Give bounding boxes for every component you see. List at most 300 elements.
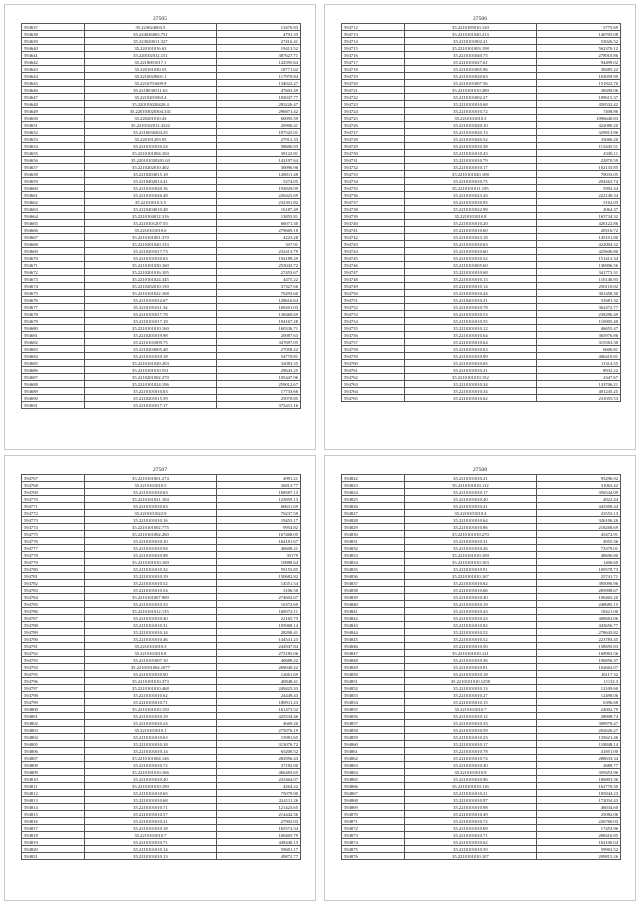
page-27505	[4, 4, 316, 450]
row-id-cell: 594799	[22, 699, 85, 706]
code-cell: 35.2210101010.40	[84, 615, 216, 622]
code-cell: 35.2210101010.68	[84, 797, 216, 804]
row-id-cell: 594773	[22, 517, 85, 524]
amount-cell: 164181.67	[216, 538, 300, 545]
code-cell: 35.2210101010.21	[404, 790, 536, 797]
row-id-cell: 594725	[342, 115, 405, 122]
amount-cell: 387627.71	[216, 52, 300, 59]
table-row	[22, 538, 301, 545]
table-row	[342, 192, 621, 199]
amount-cell: 47603.49	[216, 87, 300, 94]
row-id-cell: 594787	[22, 615, 85, 622]
table-row	[342, 657, 621, 664]
row-id-cell: 594843	[342, 622, 405, 629]
row-id-cell: 594653	[22, 136, 85, 143]
code-cell: 35.2210201019.98	[84, 332, 216, 339]
table-row	[342, 580, 621, 587]
amount-cell: 65200.52	[216, 748, 300, 755]
table-row	[342, 199, 621, 206]
table-row	[22, 685, 301, 692]
code-cell: 35.2210201010.21	[404, 297, 536, 304]
table-row	[22, 136, 301, 143]
row-id-cell: 594778	[22, 552, 85, 559]
table-row	[22, 276, 301, 283]
amount-cell: 223783.45	[536, 636, 620, 643]
amount-cell: 168587.13	[216, 489, 300, 496]
code-cell: 35.2210101010.64	[404, 339, 536, 346]
table-row	[342, 839, 621, 846]
code-cell: 35.2210101007.900	[84, 594, 216, 601]
row-id-cell: 594686	[22, 367, 85, 374]
amount-cell: 356544.09	[536, 489, 620, 496]
amount-cell: 12498.06	[536, 692, 620, 699]
amount-cell: 28290.41	[216, 629, 300, 636]
amount-cell: 6606.81	[536, 346, 620, 353]
code-cell: 35.220101030.53	[84, 66, 216, 73]
row-id-cell: 594841	[342, 608, 405, 615]
table-row	[22, 524, 301, 531]
amount-cell: 422080.20	[536, 122, 620, 129]
amount-cell: 4475.22	[216, 276, 300, 283]
amount-cell: 95296.92	[536, 475, 620, 482]
row-id-cell: 594762	[342, 374, 405, 381]
amount-cell: 102135.85	[536, 164, 620, 171]
row-id-cell: 594822	[342, 475, 405, 482]
row-id-cell: 594873	[342, 832, 405, 839]
code-cell: 35.2210101010.103	[404, 559, 536, 566]
table-row	[342, 510, 621, 517]
row-id-cell: 594761	[342, 367, 405, 374]
row-id-cell: 594649	[22, 108, 85, 115]
row-id-cell: 594717	[342, 59, 405, 66]
amount-cell: 26813.77	[216, 482, 300, 489]
row-id-cell: 594668	[22, 241, 85, 248]
code-cell: 35.2210101010.96	[404, 776, 536, 783]
row-id-cell: 594675	[22, 290, 85, 297]
table-row	[22, 608, 301, 615]
code-cell: 35.2210101020.203	[84, 360, 216, 367]
amount-cell: 160336.71	[216, 325, 300, 332]
amount-cell: 168963.56	[536, 650, 620, 657]
code-cell: 35.2210101010.52	[84, 580, 216, 587]
row-id-cell: 594734	[342, 178, 405, 185]
amount-cell: 296871.42	[216, 108, 300, 115]
amount-cell: 4330.11	[536, 150, 620, 157]
row-id-cell: 594855	[342, 706, 405, 713]
amount-cell: 362472.77	[536, 304, 620, 311]
row-id-cell: 594828	[342, 517, 405, 524]
amount-cell: 20087.63	[216, 332, 300, 339]
code-cell: 35.2210101022.98	[404, 206, 536, 213]
row-id-cell: 594862	[342, 755, 405, 762]
table-row	[22, 395, 301, 402]
table-row	[342, 94, 621, 101]
amount-cell: 341773.31	[536, 269, 620, 276]
code-cell: 35.2218030511.63	[84, 87, 216, 94]
code-cell: 35.2210101010.32	[404, 255, 536, 262]
table-row	[22, 290, 301, 297]
amount-cell: 27453.67	[216, 269, 300, 276]
code-cell: 35.2210101020.10	[404, 122, 536, 129]
amount-cell: 135621.46	[536, 734, 620, 741]
code-cell: 35.2210101010.551	[84, 367, 216, 374]
table-row	[342, 517, 621, 524]
code-cell: 35.2210101010.82	[404, 622, 536, 629]
amount-cell: 106465.20	[536, 594, 620, 601]
table-row	[22, 206, 301, 213]
table-row	[22, 381, 301, 388]
row-id-cell: 594811	[22, 783, 85, 790]
table-row	[22, 318, 301, 325]
table-row	[342, 381, 621, 388]
row-id-cell: 594752	[342, 304, 405, 311]
row-id-cell: 594744	[342, 248, 405, 255]
code-cell: 35.2210101010.59	[404, 846, 536, 853]
table-row	[22, 31, 301, 38]
code-cell: 35.2210101010.21	[404, 367, 536, 374]
code-cell: 35.2210101010.60	[404, 248, 536, 255]
amount-cell: 28008.74	[536, 713, 620, 720]
table-row	[342, 734, 621, 741]
code-cell: 35.2210101010.63	[84, 734, 216, 741]
table-row	[342, 804, 621, 811]
table-row	[22, 192, 301, 199]
table-row	[22, 727, 301, 734]
code-cell: 35.2210101010.152	[404, 374, 536, 381]
code-cell: 35.2210101010.98	[84, 552, 216, 559]
amount-cell: 41851.00	[536, 748, 620, 755]
row-id-cell: 594789	[22, 629, 85, 636]
row-id-cell: 594870	[342, 811, 405, 818]
row-id-cell: 594868	[342, 797, 405, 804]
amount-cell: 253043.72	[216, 262, 300, 269]
row-id-cell: 594742	[342, 234, 405, 241]
row-id-cell: 594775	[22, 531, 85, 538]
row-id-cell: 594865	[342, 776, 405, 783]
code-cell: 35.2210101010.65	[84, 790, 216, 797]
code-cell: 35.2210101005.60	[404, 262, 536, 269]
amount-cell: 165734.32	[536, 213, 620, 220]
amount-cell: 8932.22	[536, 367, 620, 374]
amount-cell: 443656.77	[536, 622, 620, 629]
row-id-cell: 594804	[22, 734, 85, 741]
amount-cell: 232301.82	[216, 199, 300, 206]
code-cell: 35.2210101010.34	[404, 381, 536, 388]
code-cell: 35.2210101010.52	[404, 636, 536, 643]
amount-cell: 4669.20	[216, 720, 300, 727]
row-id-cell: 594652	[22, 129, 85, 136]
table-row	[22, 517, 301, 524]
code-cell: 35.2210101010.13	[84, 853, 216, 860]
table-row	[342, 346, 621, 353]
table-row	[342, 304, 621, 311]
code-cell: 35.2210102012.3222	[84, 122, 216, 129]
amount-cell: 134022.27	[216, 80, 300, 87]
row-id-cell: 594869	[342, 804, 405, 811]
table-row	[22, 783, 301, 790]
table-row	[342, 220, 621, 227]
data-table	[21, 474, 301, 860]
data-table	[21, 23, 301, 409]
table-row	[22, 657, 301, 664]
code-cell: 35.2210101010.12	[404, 713, 536, 720]
row-id-cell: 594844	[342, 629, 405, 636]
table-row	[342, 594, 621, 601]
page-title: 27507	[153, 467, 167, 473]
row-id-cell: 594768	[22, 482, 85, 489]
code-cell: 35.2210101010.19	[84, 573, 216, 580]
table-row	[342, 818, 621, 825]
code-cell: 35.2210101010.23	[404, 734, 536, 741]
row-id-cell: 594759	[342, 353, 405, 360]
table-row	[22, 475, 301, 482]
amount-cell: 17733.66	[216, 388, 300, 395]
code-cell: 35.2210203005.48	[84, 346, 216, 353]
table-row	[342, 150, 621, 157]
amount-cell: 167468.05	[216, 531, 300, 538]
row-id-cell: 594732	[342, 164, 405, 171]
table-row	[22, 220, 301, 227]
amount-cell: 275076.19	[216, 727, 300, 734]
amount-cell: 19413.52	[216, 45, 300, 52]
table-row	[22, 489, 301, 496]
amount-cell: 172034.43	[536, 797, 620, 804]
amount-cell: 145101.80	[536, 234, 620, 241]
table-row	[22, 853, 301, 860]
table-row	[342, 482, 621, 489]
amount-cell: 4223.28	[216, 234, 300, 241]
table-row	[22, 402, 301, 409]
table-row	[22, 692, 301, 699]
row-id-cell: 594847	[342, 650, 405, 657]
amount-cell: 466483.65	[216, 769, 300, 776]
amount-cell: 209815.26	[536, 853, 620, 860]
table-row	[342, 706, 621, 713]
code-cell: 35.2210101010.21	[84, 818, 216, 825]
code-cell: 35.220101016.63	[84, 45, 216, 52]
amount-cell: 222148.34	[536, 192, 620, 199]
table-row	[22, 360, 301, 367]
code-cell: 35.2210101010.68	[404, 269, 536, 276]
amount-cell: 259012.67	[216, 381, 300, 388]
table-row	[342, 566, 621, 573]
table-row	[22, 706, 301, 713]
code-cell: 35.2210101010.13	[404, 276, 536, 283]
row-id-cell: 594819	[22, 839, 85, 846]
table-row	[342, 122, 621, 129]
amount-cell: 3106.50	[216, 587, 300, 594]
code-cell: 35.223024003.5	[84, 24, 216, 31]
row-id-cell: 594827	[342, 510, 405, 517]
amount-cell: 313076.72	[216, 741, 300, 748]
table-row	[22, 143, 301, 150]
amount-cell: 425606.80	[536, 248, 620, 255]
row-id-cell: 594794	[22, 664, 85, 671]
amount-cell: 450532.42	[536, 101, 620, 108]
row-id-cell: 594656	[22, 157, 85, 164]
amount-cell: 75079.90	[216, 790, 300, 797]
code-cell: 35.2210101010.46	[84, 636, 216, 643]
row-id-cell: 594673	[22, 276, 85, 283]
table-row	[22, 297, 301, 304]
table-row	[342, 573, 621, 580]
table-row	[22, 332, 301, 339]
amount-cell: 46655.47	[536, 325, 620, 332]
row-id-cell: 594731	[342, 157, 405, 164]
code-cell: 35.2210101010.21	[404, 475, 536, 482]
code-cell: 35.2210101010.41	[404, 503, 536, 510]
row-id-cell: 594738	[342, 206, 405, 213]
table-row	[342, 538, 621, 545]
amount-cell: 208416.85	[536, 832, 620, 839]
code-cell: 35.2210101010.17	[404, 489, 536, 496]
table-row	[342, 713, 621, 720]
row-id-cell: 594672	[22, 269, 85, 276]
row-id-cell: 594643	[22, 66, 85, 73]
amount-cell: 395096.96	[536, 580, 620, 587]
table-row	[342, 475, 621, 482]
code-cell: 35.2210101010.91	[404, 566, 536, 573]
row-id-cell: 594689	[22, 388, 85, 395]
code-cell: 35.2210101012.67	[84, 297, 216, 304]
code-cell: 35.2210101030.160	[84, 262, 216, 269]
code-cell: 35.2210101010.43	[404, 150, 536, 157]
code-cell: 35.2210101010.14	[84, 748, 216, 755]
table-row	[342, 283, 621, 290]
amount-cell: 20906.41	[216, 122, 300, 129]
row-id-cell: 594747	[342, 269, 405, 276]
table-row	[22, 734, 301, 741]
row-id-cell: 594809	[22, 769, 85, 776]
code-cell: 35.223020011.327	[84, 38, 216, 45]
code-cell: 35.2210101010.79	[404, 157, 536, 164]
table-row	[342, 227, 621, 234]
table-row	[342, 87, 621, 94]
code-cell: 35.2210101010.90	[84, 671, 216, 678]
amount-cell: 5274.05	[216, 178, 300, 185]
amount-cell: 13476.83	[216, 24, 300, 31]
row-id-cell: 594646	[22, 87, 85, 94]
row-id-cell: 594641	[22, 52, 85, 59]
code-cell: 35.2210101010.59	[404, 727, 536, 734]
table-row	[342, 311, 621, 318]
row-id-cell: 594741	[342, 227, 405, 234]
table-row	[342, 297, 621, 304]
table-row	[22, 790, 301, 797]
amount-cell: 169201.03	[216, 304, 300, 311]
row-id-cell: 594682	[22, 339, 85, 346]
code-cell: 35.2210101009.75	[84, 339, 216, 346]
code-cell: 35.2210201017.73	[84, 248, 216, 255]
amount-cell: 151412.34	[536, 255, 620, 262]
code-cell: 35.2210202010.150	[84, 283, 216, 290]
amount-cell: 160465.79	[216, 832, 300, 839]
code-cell: 35.2210101010.62	[404, 839, 536, 846]
table-row	[342, 664, 621, 671]
row-id-cell: 594763	[342, 381, 405, 388]
code-cell: 35.2210101010.78	[404, 304, 536, 311]
code-cell: 35.2210101010.380	[404, 87, 536, 94]
amount-cell: 274602.67	[216, 594, 300, 601]
table-row	[22, 94, 301, 101]
code-cell: 35.2210101010.6	[84, 227, 216, 234]
code-cell: 35.2210101010.3	[404, 115, 536, 122]
table-row	[342, 524, 621, 531]
table-row	[342, 24, 621, 31]
code-cell: 35.2210201010.12	[404, 325, 536, 332]
table-row	[342, 108, 621, 115]
amount-cell: 140705.08	[536, 31, 620, 38]
amount-cell: 40848.41	[216, 678, 300, 685]
row-id-cell: 594861	[342, 748, 405, 755]
code-cell: 35.2210101010.63	[404, 346, 536, 353]
code-cell: 35.2210101012.135	[84, 608, 216, 615]
table-row	[342, 678, 621, 685]
row-id-cell: 594748	[342, 276, 405, 283]
code-cell: 35.2210101010.60	[404, 227, 536, 234]
table-row	[342, 73, 621, 80]
row-id-cell: 594857	[342, 720, 405, 727]
amount-cell: 46034.60	[536, 804, 620, 811]
amount-cell: 244947.84	[216, 643, 300, 650]
amount-cell: 214442.56	[216, 811, 300, 818]
code-cell: 35.2210101010.53	[404, 311, 536, 318]
amount-cell: 142197.64	[216, 157, 300, 164]
amount-cell: 94499.02	[536, 59, 620, 66]
amount-cell: 45472.91	[536, 531, 620, 538]
amount-cell: 16372.60	[216, 601, 300, 608]
row-id-cell: 594817	[22, 825, 85, 832]
amount-cell: 448440.13	[216, 839, 300, 846]
row-id-cell: 594838	[342, 587, 405, 594]
row-id-cell: 594677	[22, 304, 85, 311]
amount-cell: 401245.25	[536, 388, 620, 395]
row-id-cell: 594818	[22, 832, 85, 839]
row-id-cell: 594728	[342, 136, 405, 143]
amount-cell: 2064.37	[536, 206, 620, 213]
amount-cell: 249425.33	[216, 685, 300, 692]
table-row	[22, 846, 301, 853]
amount-cell: 59963.52	[536, 846, 620, 853]
row-id-cell: 594772	[22, 510, 85, 517]
row-id-cell: 594785	[22, 601, 85, 608]
table-row	[342, 395, 621, 402]
row-id-cell: 594754	[342, 318, 405, 325]
code-cell: 35.2210201002.270	[84, 374, 216, 381]
code-cell: 35.2210101010.23	[404, 615, 536, 622]
table-row	[22, 283, 301, 290]
table-row	[342, 115, 621, 122]
table-row	[342, 66, 621, 73]
code-cell: 35.2210101010.63	[84, 489, 216, 496]
amount-cell: 238296.49	[536, 311, 620, 318]
table-row	[22, 713, 301, 720]
amount-cell: 38485.22	[536, 66, 620, 73]
table-row	[22, 825, 301, 832]
amount-cell: 24449.43	[216, 692, 300, 699]
table-row	[22, 150, 301, 157]
table-row	[22, 699, 301, 706]
code-cell: 35.2210101010.167	[404, 573, 536, 580]
row-id-cell: 594685	[22, 360, 85, 367]
code-cell: 35.2210101010.63	[84, 503, 216, 510]
row-id-cell: 594831	[342, 538, 405, 545]
row-id-cell: 594853	[342, 692, 405, 699]
code-cell: 35.2210101004.104	[84, 150, 216, 157]
table-row	[22, 262, 301, 269]
row-id-cell: 594671	[22, 262, 85, 269]
amount-cell: 22870.59	[536, 157, 620, 164]
